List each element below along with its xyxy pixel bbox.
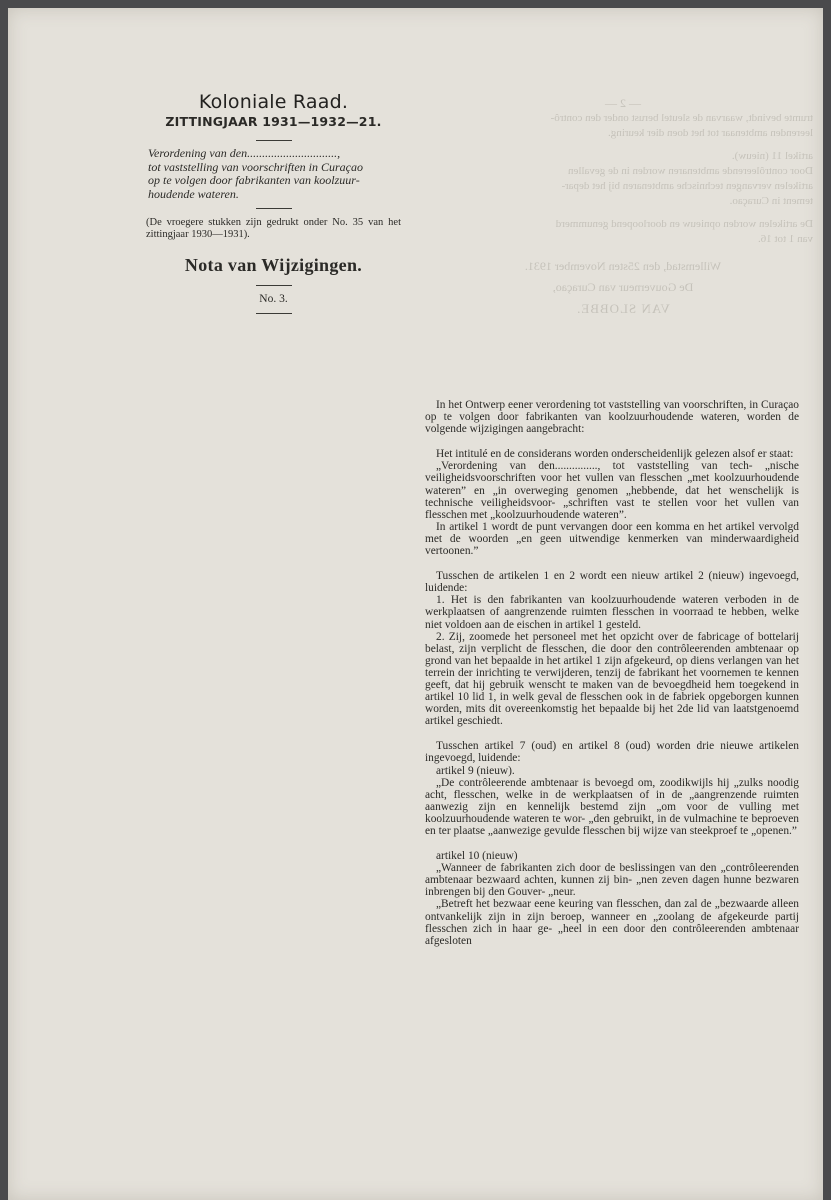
ghost-line: van 1 tot 16. bbox=[758, 233, 813, 245]
prior-documents-note: (De vroegere stukken zijn gedrukt onder No. 35 van het zittingjaar 1930—1931). bbox=[146, 217, 401, 240]
divider bbox=[256, 285, 292, 286]
document-page bbox=[8, 8, 823, 1200]
paragraph: Het intitulé en de considerans worden onderscheidenlijk gelezen alsof er staat: bbox=[436, 448, 794, 461]
article-heading: artikel 10 (nieuw) bbox=[436, 850, 518, 863]
paragraph: 2. Zij, zoomede het personeel met het opzicht over de fabricage of bottelarij belast, zijn verplicht de flesschen, die door den contrôleerenden ambtenaar op grond van het bepaalde in het artikel 1 zijn afgekeurd, op diens verlangen van het terrein der inrichting te verwijderen, tenzij de fabrikant het voornemen te kennen geeft, dat hij gebruik wenscht te maken van de bevoegdheid hem toegekend in artikel 10 lid 1, in welk geval de flesschen ook in de fabriek opgeborgen kunnen worden, mits dit overeenkomstig het bepaalde bij het 2de lid van laatstgenoemd artikel geschiedt. bbox=[425, 630, 799, 728]
paragraph: In artikel 1 wordt de punt vervangen door een komma en het artikel vervolgd met de woorden „en geen uitwendige kenmerken van minderwaardigheid vertoonen.” bbox=[425, 520, 799, 558]
ghost-line: artikelen vervangen technische ambtenaren bij het depar- bbox=[561, 180, 813, 192]
header-block bbox=[146, 91, 401, 314]
session-year: ZITTINGJAAR 1931—1932—21. bbox=[165, 114, 382, 129]
paragraph: 1. Het is den fabrikanten van koolzuurhoudende wateren verboden in de werkplaatsen of aangrenzende ruimten flesschen in voorraad te hebben, welke niet voldoen aan de eischen in artikel 1 gesteld. bbox=[425, 594, 799, 631]
ordinance-line: op te volgen door fabrikanten van koolzuur- bbox=[148, 173, 360, 187]
bleed-through-text bbox=[433, 96, 813, 316]
ghost-line: De Gouverneur van Curaçao, bbox=[552, 280, 694, 294]
divider bbox=[256, 140, 292, 141]
quoted-text: „Wanneer de fabrikanten zich door de beslissingen van den „contrôleerenden ambtenaar bezwaard achten, kunnen zij bin- „nen zeven dagen hunne bezwaren inbrengen bij den Gouver- „neur. bbox=[425, 862, 799, 899]
ghost-line: Willemstad, den 25sten November 1931. bbox=[524, 259, 722, 273]
ghost-line: artikel 11 (nieuw). bbox=[731, 150, 813, 162]
ghost-line: De artikelen worden opnieuw en doorloopend genummerd bbox=[555, 218, 813, 230]
ghost-line: trumte bevindt, waarvan de sleutel berust onder den contrô- bbox=[550, 112, 813, 124]
ghost-line: tement in Curaçao. bbox=[729, 195, 813, 207]
ordinance-line: tot vaststelling van voorschriften in Curaçao bbox=[148, 159, 363, 174]
ghost-line: VAN SLOBBE. bbox=[576, 301, 670, 316]
council-title: Koloniale Raad. bbox=[198, 91, 349, 113]
amendments-body bbox=[425, 399, 799, 947]
document-number: No. 3. bbox=[259, 293, 288, 305]
document-title: Nota van Wijzigingen. bbox=[184, 255, 363, 275]
intro-paragraph: In het Ontwerp eener verordening tot vaststelling van voorschriften, in Curaçao op te volgen door fabrikanten van koolzuurhoudende wateren, worden de volgende wijzigingen aangebracht: bbox=[425, 399, 799, 436]
divider bbox=[256, 208, 292, 209]
article-heading: artikel 9 (nieuw). bbox=[436, 764, 515, 777]
divider bbox=[256, 313, 292, 314]
ordinance-title bbox=[146, 147, 401, 201]
ghost-line: Door contrôleerende ambtenaren worden in de gevallen bbox=[568, 165, 813, 177]
ordinance-line: houdende wateren. bbox=[148, 186, 239, 201]
quoted-text: „Betreft het bezwaar eene keuring van flesschen, dan zal de „bezwaarde alleen ontvankelijk zijn in zijn beroep, wanneer en „zoolang de afgekeurde partij flesschen zich in haar ge- „heel in een door den contrôleerenden ambtenaar afgesloten bbox=[425, 898, 799, 947]
paragraph: Tusschen de artikelen 1 en 2 wordt een nieuw artikel 2 (nieuw) ingevoegd, luidende: bbox=[425, 570, 799, 595]
quoted-text: „Verordening van den..............., tot vaststelling van tech- „nische veiligheidsvoorschriften voor het vullen van flesschen „met koolzuurhoudende wateren” en „in overweging genomen „hebbende, dat het wenschelijk is technische veiligheidsvoor- „schriften vast te stellen voor het vullen van flesschen met „koolzuurhoudende wateren”. bbox=[425, 460, 799, 521]
paragraph: Tusschen artikel 7 (oud) en artikel 8 (oud) worden drie nieuwe artikelen ingevoegd, luidende: bbox=[425, 740, 799, 765]
ordinance-line: Verordening van den.............................., bbox=[148, 146, 341, 160]
quoted-text: „De contrôleerende ambtenaar is bevoegd om, zoodikwijls hij „zulks noodig acht, flesschen, welke in de werkplaatsen of in de „aangrenzende ruimten aanwezig zijn en kennelijk bestemd zijn „om voor de vulling met koolzuurhoudende wateren te wor- „den gebruikt, in de vulmachine te beproeven en ter plaatse „aanwezige gevulde flesschen bij wijze van steekproef te „openen.” bbox=[425, 776, 799, 837]
ghost-line: — 2 — bbox=[605, 96, 641, 110]
ghost-line: leerenden ambtenaar tot het doen dier keuring. bbox=[608, 127, 813, 139]
